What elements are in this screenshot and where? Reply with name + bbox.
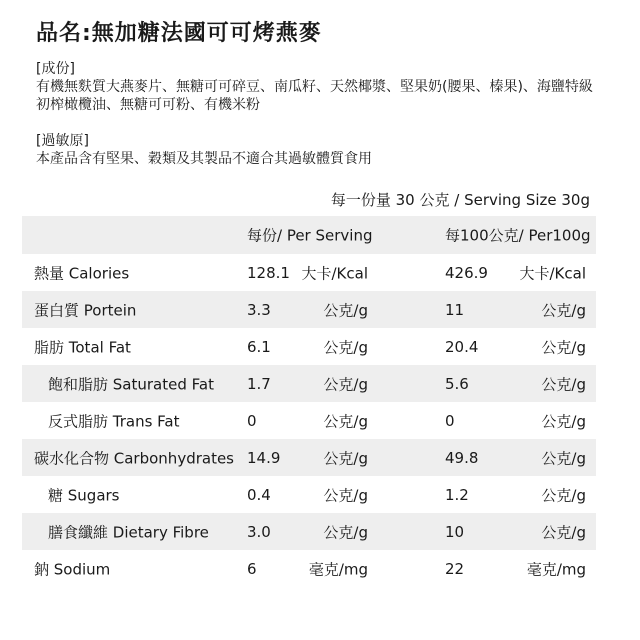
per-serving-unit: 公克/g [323, 523, 368, 541]
nutrient-name: 反式脂肪 Trans Fat [48, 412, 180, 430]
per-100g-unit: 公克/g [541, 449, 586, 467]
per-100g-unit: 公克/g [541, 301, 586, 319]
per-serving-unit: 公克/g [323, 449, 368, 467]
allergen-label: [過敏原] [36, 133, 89, 149]
per-serving-value: 6 [247, 559, 257, 578]
per-100g-value: 11 [445, 300, 465, 319]
per-100g-unit: 大卡/Kcal [519, 264, 586, 282]
per-serving-unit: 公克/g [323, 412, 368, 430]
per-serving-unit: 公克/g [323, 301, 368, 319]
table-row [22, 513, 596, 550]
header-per-100g: 每100公克/ Per100g [445, 226, 591, 245]
per-serving-value: 0 [247, 411, 257, 430]
table-row [22, 439, 596, 476]
table-row [22, 402, 596, 439]
per-100g-unit: 公克/g [541, 412, 586, 430]
allergen-text: 本產品含有堅果、穀類及其製品不適合其過敏體質食用 [36, 151, 372, 167]
per-100g-value: 10 [445, 522, 465, 541]
nutrient-name: 脂肪 Total Fat [34, 338, 131, 356]
per-100g-unit: 公克/g [541, 486, 586, 504]
table-row [22, 365, 596, 402]
nutrient-name: 飽和脂肪 Saturated Fat [48, 375, 214, 393]
per-100g-value: 0 [445, 411, 455, 430]
nutrient-name: 膳食纖維 Dietary Fibre [48, 523, 209, 541]
per-serving-unit: 大卡/Kcal [301, 264, 368, 282]
per-serving-value: 14.9 [247, 448, 281, 467]
per-serving-unit: 公克/g [323, 375, 368, 393]
per-100g-value: 5.6 [445, 374, 469, 393]
nutrition-table [22, 216, 596, 587]
table-row [22, 550, 596, 587]
per-serving-value: 128.1 [247, 263, 290, 282]
per-100g-value: 20.4 [445, 337, 479, 356]
per-100g-unit: 公克/g [541, 523, 586, 541]
nutrient-name: 鈉 Sodium [34, 560, 111, 578]
nutrient-name: 熱量 Calories [34, 264, 130, 282]
table-row [22, 254, 596, 291]
per-100g-value: 1.2 [445, 485, 469, 504]
per-serving-value: 1.7 [247, 374, 271, 393]
per-serving-unit: 公克/g [323, 338, 368, 356]
per-serving-value: 6.1 [247, 337, 271, 356]
per-100g-unit: 毫克/mg [526, 560, 586, 578]
nutrient-name: 碳水化合物 Carbonhydrates [34, 449, 234, 467]
per-100g-value: 49.8 [445, 448, 479, 467]
nutrient-name: 糖 Sugars [48, 486, 120, 504]
per-100g-value: 22 [445, 559, 465, 578]
table-row [22, 476, 596, 513]
product-title: 品名:無加糖法國可可烤燕麥 [36, 21, 322, 46]
per-serving-value: 3.0 [247, 522, 271, 541]
allergen-section [36, 132, 606, 168]
per-100g-value: 426.9 [445, 263, 488, 282]
ingredients-section [36, 60, 606, 114]
per-serving-unit: 公克/g [323, 486, 368, 504]
per-serving-value: 0.4 [247, 485, 271, 504]
per-serving-unit: 毫克/mg [308, 560, 368, 578]
ingredients-text: 有機無麩質大燕麥片、無糖可可碎豆、南瓜籽、天然椰漿、堅果奶(腰果、榛果)、海鹽特級初榨橄欖油、無糖可可粉、有機米粉 [36, 79, 593, 113]
per-100g-unit: 公克/g [541, 375, 586, 393]
per-100g-unit: 公克/g [541, 338, 586, 356]
table-row [22, 328, 596, 365]
header-per-serving: 每份/ Per Serving [247, 226, 373, 245]
serving-size: 每一份量 30 公克 / Serving Size 30g [330, 191, 590, 209]
per-serving-value: 3.3 [247, 300, 271, 319]
nutrient-name: 蛋白質 Portein [34, 301, 137, 319]
ingredients-label: [成份] [36, 61, 75, 77]
table-row [22, 291, 596, 328]
table-header-row [22, 216, 596, 254]
